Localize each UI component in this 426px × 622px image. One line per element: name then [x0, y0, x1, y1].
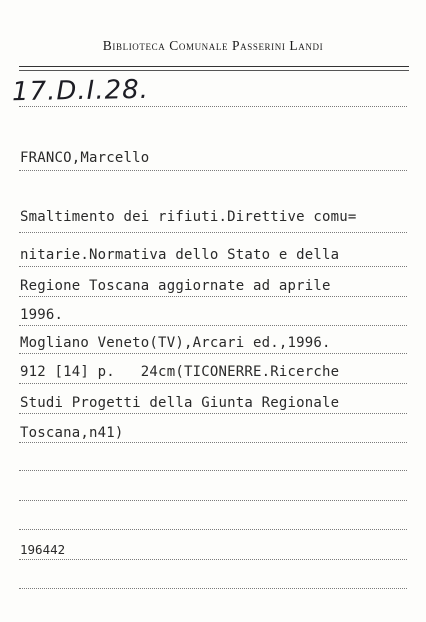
library-header: Biblioteca Comunale Passerini Landi [102, 38, 324, 53]
author-heading: FRANCO,Marcello [20, 150, 150, 166]
title-line-4: 1996. [20, 307, 64, 323]
shelfmark-handwritten: 17.D.I.28. [11, 74, 150, 108]
dotted-rule [19, 470, 407, 471]
dotted-rule [19, 529, 407, 530]
series-line-2: Toscana,n41) [20, 425, 124, 441]
imprint-line: Mogliano Veneto(TV),Arcari ed.,1996. [20, 335, 331, 351]
dotted-rule [19, 266, 407, 267]
title-line-3: Regione Toscana aggiornate ad aprile [20, 278, 331, 294]
accession-number: 196442 [20, 542, 66, 557]
dotted-rule [19, 500, 407, 501]
dotted-rule [19, 588, 407, 589]
dotted-rule [19, 559, 407, 560]
dotted-rule [19, 325, 407, 326]
dotted-rule [19, 442, 407, 443]
dotted-rule [19, 353, 407, 354]
dotted-rule [19, 170, 407, 171]
series-line-1: Studi Progetti della Giunta Regionale [20, 395, 340, 411]
dotted-rule [19, 413, 407, 414]
dotted-rule [19, 106, 407, 107]
header-double-rule [19, 66, 409, 71]
dotted-rule [19, 232, 407, 233]
dotted-rule [19, 383, 407, 384]
title-line-2: nitarie.Normativa dello Stato e della [20, 247, 340, 263]
title-line-1: Smaltimento dei rifiuti.Direttive comu= [20, 209, 357, 225]
dotted-rule [19, 296, 407, 297]
collation-line: 912 [14] p. 24cm(TICONERRE.Ricerche [20, 364, 340, 380]
